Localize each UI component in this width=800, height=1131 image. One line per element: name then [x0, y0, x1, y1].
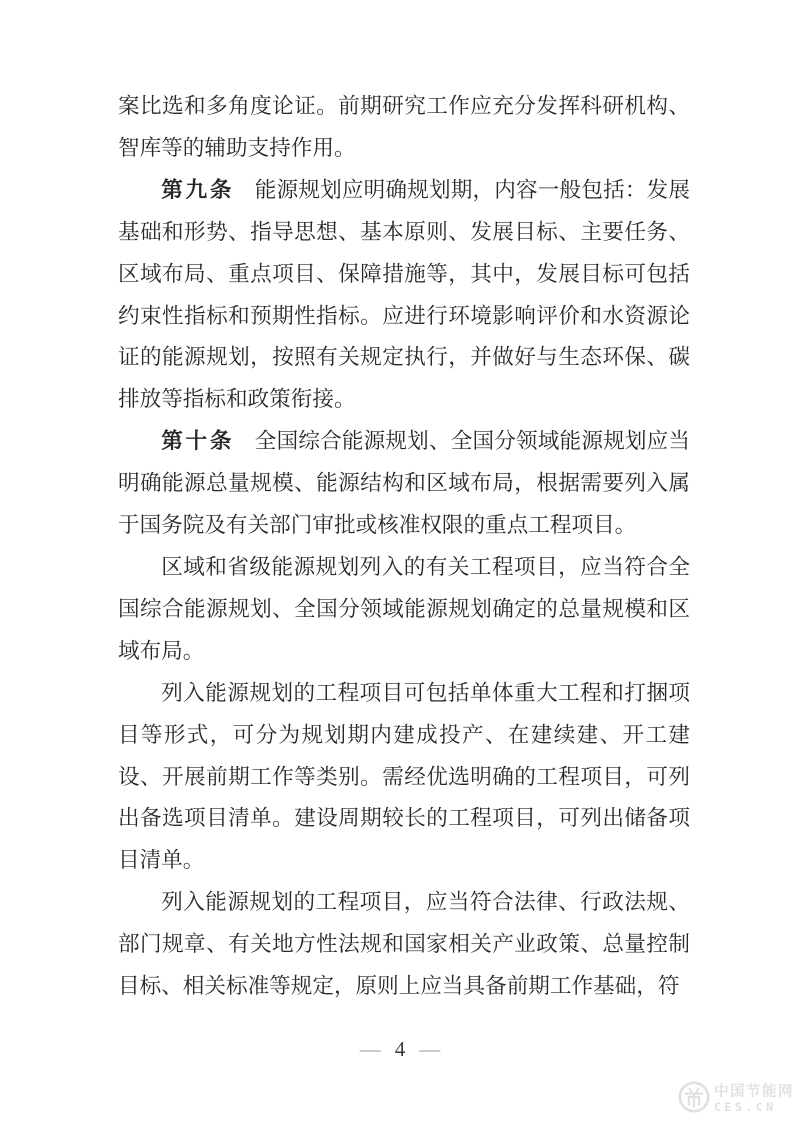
watermark: [677, 1080, 794, 1119]
clause-number: 第十条: [161, 429, 235, 454]
watermark-text: [714, 1085, 794, 1114]
paragraph-text: 列入能源规划的工程项目，应当符合法律、行政法规、部门规章、有关地方性法规和国家相关产业政策、总量控制目标、相关标准等规定，原则上应当具备前期工作基础，符: [118, 890, 690, 999]
cesn-logo-icon: [677, 1080, 711, 1119]
clause-number: 第九条: [161, 177, 235, 202]
paragraph-text: 案比选和多角度论证。前期研究工作应充分发挥科研机构、智库等的辅助支持作用。: [118, 94, 690, 160]
page-number: 4: [394, 1037, 406, 1061]
watermark-site-name: 中国节能网: [714, 1084, 794, 1101]
paragraph-text: 列入能源规划的工程项目可包括单体重大工程和打捆项目等形式，可分为规划期内建成投产、在建续建、开工建设、开展前期工作等类别。需经优选明确的工程项目，可列出备选项目清单。建设周期较长的工程项目，可列出储备项目清单。: [118, 680, 690, 873]
paragraph-text: 区域和省级能源规划列入的有关工程项目，应当符合全国综合能源规划、全国分领域能源规划确定的总量规模和区域布局。: [118, 554, 690, 663]
paragraph-text: 全国综合能源规划、全国分领域能源规划应当明确能源总量规模、能源结构和区域布局，根据需要列入属于国务院及有关部门审批或核准权限的重点工程项目。: [118, 429, 690, 538]
page-number-dash-left: —: [359, 1037, 381, 1061]
page-number-dash-right: —: [419, 1037, 441, 1061]
page-footer: [0, 1035, 800, 1063]
paragraph: [118, 673, 690, 883]
paragraph-text: 能源规划应明确规划期，内容一般包括：发展基础和形势、指导思想、基本原则、发展目标、主要任务、区域布局、重点项目、保障措施等，其中，发展目标可包括约束性指标和预期性指标。应进行环境影响评价和水资源论证的能源规划，按照有关规定执行，并做好与生态环保、碳排放等指标和政策衔接。: [118, 177, 690, 412]
paragraph: [118, 86, 690, 170]
paragraph: [118, 882, 690, 1008]
paragraph: [118, 170, 690, 421]
watermark-site-domain: CES.CN: [714, 1100, 777, 1115]
document-body: [118, 86, 690, 1008]
paragraph: [118, 547, 690, 673]
paragraph: [118, 421, 690, 547]
